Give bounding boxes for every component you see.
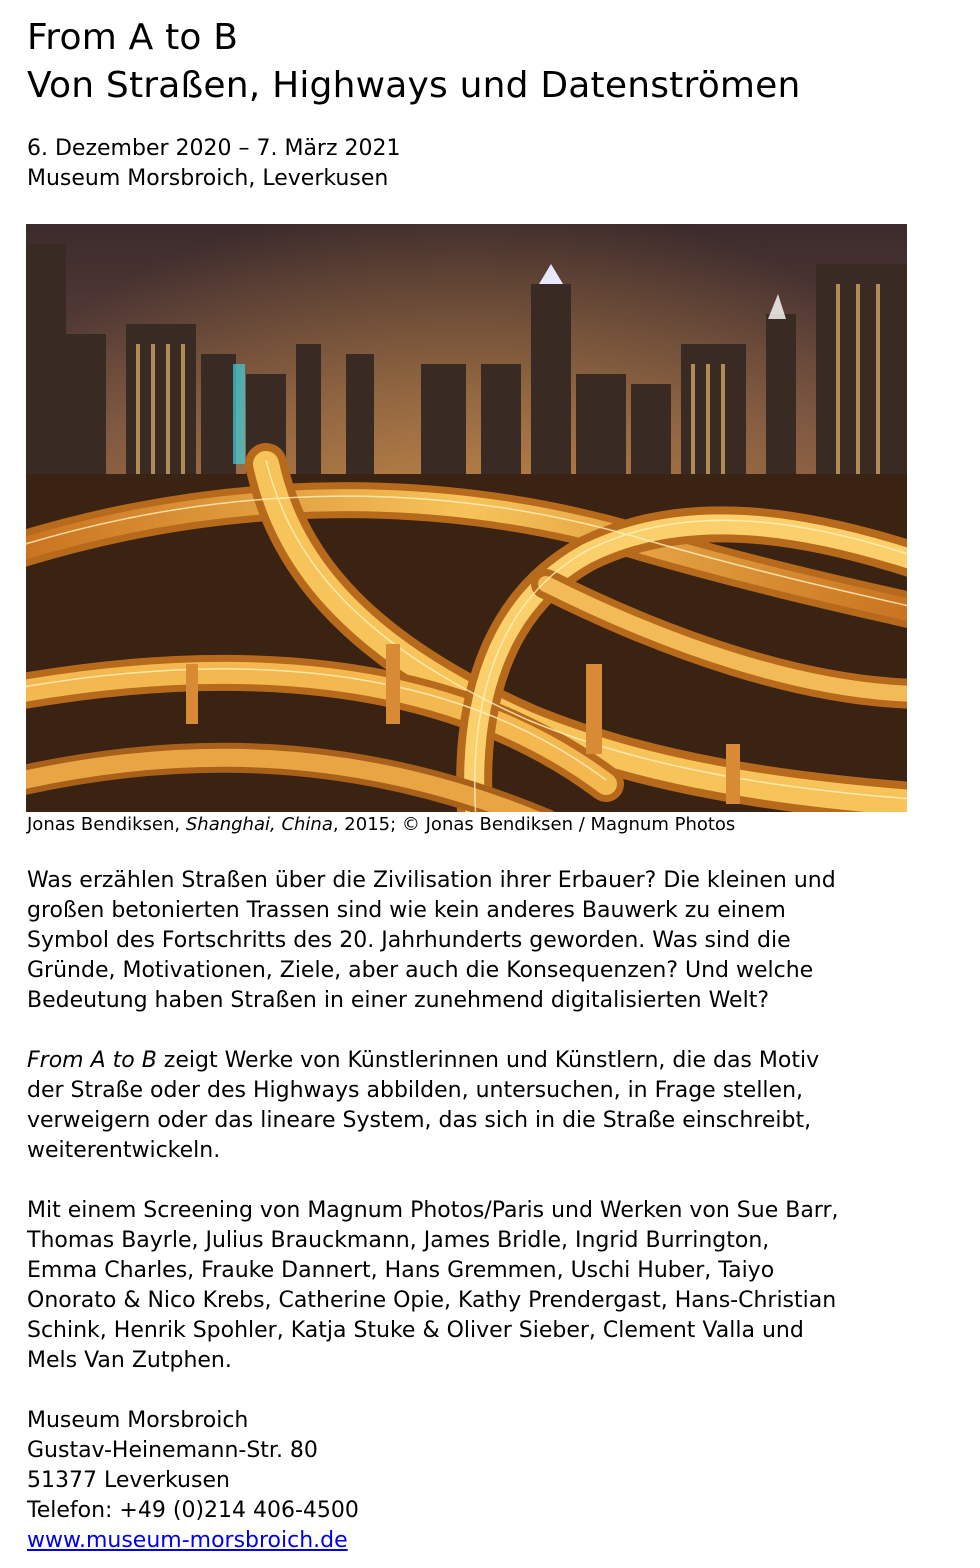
description-line-3: verweigern oder das lineare System, das sich in die Straße einschreibt, (27, 1108, 812, 1133)
title-line-1: From A to B (27, 17, 239, 58)
exhibition-title-italic: From A to B (27, 1048, 157, 1073)
intro-paragraph (27, 866, 957, 1016)
artists-line-2: Thomas Bayrle, Julius Brauckmann, James Bridle, Ingrid Burrington, (27, 1228, 770, 1253)
artists-line-5: Schink, Henrik Spohler, Katja Stuke & Oliver Sieber, Clement Valla und (27, 1318, 804, 1343)
description-line-1-rest: zeigt Werke von Künstlerinnen und Künstlern, die das Motiv (156, 1048, 820, 1073)
museum-street: Gustav-Heinemann-Str. 80 (27, 1438, 318, 1463)
museum-name: Museum Morsbroich (27, 1408, 249, 1433)
artists-line-3: Emma Charles, Frauke Dannert, Hans Gremmen, Uschi Huber, Taiyo (27, 1258, 775, 1283)
exhibition-meta (27, 134, 401, 194)
caption-work-title: Shanghai, China (185, 814, 333, 835)
caption-artist: Jonas Bendiksen, (27, 814, 186, 835)
museum-website-row (27, 1526, 957, 1556)
artists-paragraph (27, 1196, 957, 1376)
exhibition-venue: Museum Morsbroich, Leverkusen (27, 166, 389, 191)
description-line-1 (27, 1046, 957, 1076)
intro-line-3: Symbol des Fortschritts des 20. Jahrhunderts geworden. Was sind die (27, 928, 791, 953)
museum-phone: Telefon: +49 (0)214 406-4500 (27, 1498, 359, 1523)
description-line-4: weiterentwickeln. (27, 1138, 221, 1163)
description-paragraph (27, 1046, 957, 1166)
press-text (27, 866, 957, 1556)
artists-line-1: Mit einem Screening von Magnum Photos/Paris und Werken von Sue Barr, (27, 1198, 839, 1223)
exhibition-title (27, 14, 801, 110)
artists-line-6: Mels Van Zutphen. (27, 1348, 232, 1373)
exhibition-dates: 6. Dezember 2020 – 7. März 2021 (27, 136, 401, 161)
photo-caption (27, 813, 735, 837)
museum-address (27, 1406, 957, 1556)
intro-line-2: großen betonierten Trassen sind wie kein anderes Bauwerk zu einem (27, 898, 786, 923)
title-line-2: Von Straßen, Highways und Datenströmen (27, 65, 801, 106)
description-line-2: der Straße oder des Highways abbilden, untersuchen, in Frage stellen, (27, 1078, 804, 1103)
museum-website-link[interactable]: www.museum-morsbroich.de (27, 1528, 348, 1553)
museum-city: 51377 Leverkusen (27, 1468, 230, 1493)
shanghai-highway-photo (26, 224, 907, 812)
intro-line-4: Gründe, Motivationen, Ziele, aber auch die Konsequenzen? Und welche (27, 958, 814, 983)
artists-line-4: Onorato & Nico Krebs, Catherine Opie, Kathy Prendergast, Hans-Christian (27, 1288, 837, 1313)
caption-credit: , 2015; © Jonas Bendiksen / Magnum Photos (332, 814, 736, 835)
intro-line-1: Was erzählen Straßen über die Zivilisation ihrer Erbauer? Die kleinen und (27, 868, 836, 893)
intro-line-5: Bedeutung haben Straßen in einer zunehmend digitalisierten Welt? (27, 988, 769, 1013)
